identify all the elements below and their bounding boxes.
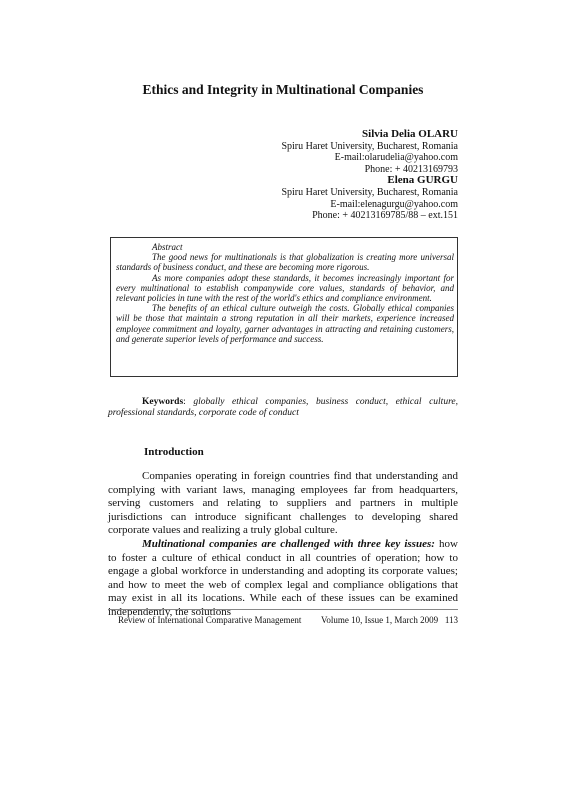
author-affiliation: Spiru Haret University, Bucharest, Romania <box>281 186 458 198</box>
author-email: E-mail:olarudelia@yahoo.com <box>334 152 458 164</box>
author-email: E-mail:elenagurgu@yahoo.com <box>330 198 458 210</box>
body-paragraph: Companies operating in foreign countries find that understanding and complying with variant laws, managing employees far from headquarters, serving customers and relating to suppliers and partners in multiple jurisdictions can introduce significant challenges to developing shared corporate values and realizing a truly global culture. <box>108 470 458 537</box>
body-paragraph <box>108 538 458 620</box>
keywords-label: Keywords <box>142 397 184 407</box>
paragraph-lead: Multinational companies are challenged with three key issues: <box>142 537 435 550</box>
author-name: Elena GURGU <box>387 174 458 187</box>
abstract-paragraph: As more companies adopt these standards, it becomes increasingly important for every multinational to establish companywide core values, standards of behavior, and relevant policies in tune with the rest of the world's ethics and compliance environment. <box>116 272 454 304</box>
page-number: 113 <box>444 615 458 625</box>
footer-issue-page <box>321 615 458 625</box>
keywords: Keywords: globally ethical companies, business conduct, ethical culture, professional standards, corporate code of conduct <box>108 397 459 418</box>
footer-journal: Review of International Comparative Management <box>118 615 302 625</box>
abstract-box <box>110 237 458 377</box>
keywords-text: globally ethical companies, business conduct, ethical culture, professional standards, corporate code of conduct <box>108 397 459 418</box>
footer-divider <box>108 609 458 610</box>
body-text <box>108 470 458 620</box>
author-name: Silvia Delia OLARU <box>362 128 458 140</box>
page-footer <box>118 615 458 625</box>
abstract-paragraph: The good news for multinationals is that globalization is creating more universal standards of business conduct, and these are becoming more rigorous. <box>116 252 454 273</box>
section-heading: Introduction <box>144 446 204 458</box>
paper-title: Ethics and Integrity in Multinational Companies <box>142 82 424 97</box>
author-phone: Phone: + 40213169793 <box>364 163 458 175</box>
paragraph-rest: how to foster a culture of ethical conduct in all countries of operation; how to engage a global workforce in understanding and adopting its corporate values; and how to meet the web of complex legal and compliance obligations that may exist in all its locations. While each of these issues can be examined independently, the solutions <box>108 537 458 618</box>
author-phone: Phone: + 40213169785/88 – ext.151 <box>312 210 458 222</box>
author-affiliation: Spiru Haret University, Bucharest, Romania <box>281 140 458 152</box>
footer-issue: Volume 10, Issue 1, March 2009 <box>321 615 439 625</box>
abstract-label: Abstract <box>152 242 183 252</box>
abstract-paragraph: The benefits of an ethical culture outweigh the costs. Globally ethical companies will be those that maintain a strong reputation in all their markets, experience increased employee commitment and loyalty, garner advantages in attracting and retaining customers, and generate superior levels of performance and success. <box>116 303 454 344</box>
author-block <box>158 129 458 222</box>
